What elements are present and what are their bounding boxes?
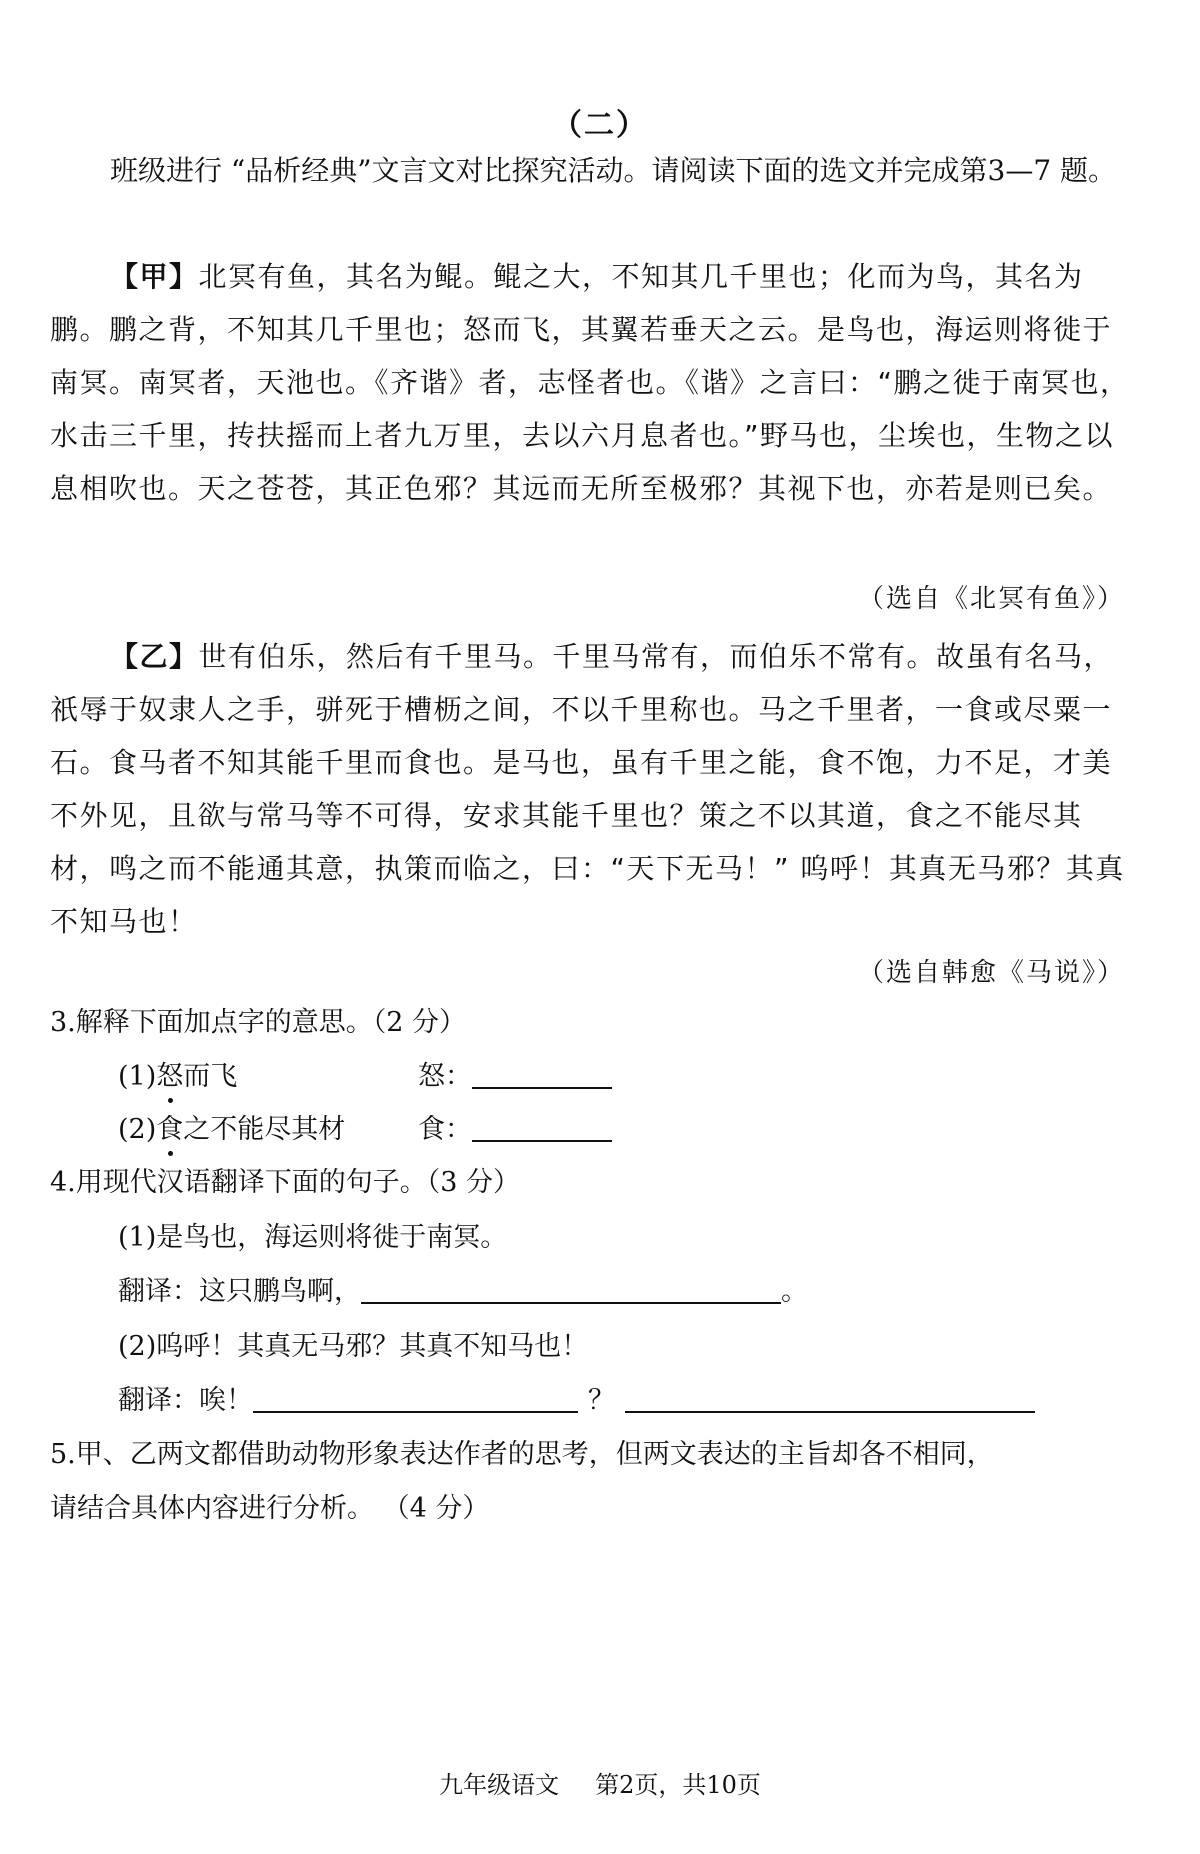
dotted-char: 怒	[156, 1057, 183, 1097]
question-4-stem: 4.用现代汉语翻译下面的句子。（3 分）	[50, 1167, 521, 1198]
footer-page-number: 第2页，共10页	[595, 1771, 761, 1799]
translation-suffix: 。	[781, 1276, 808, 1307]
answer-blank[interactable]	[253, 1381, 578, 1413]
passage-jia-source: （选自《北冥有鱼》）	[857, 584, 1125, 614]
question-4-item-1: (1)是鸟也，海运则将徙于南冥。	[118, 1222, 508, 1253]
passage-jia	[50, 250, 1130, 515]
translation-mid: ？	[588, 1385, 615, 1416]
answer-blank[interactable]	[625, 1381, 1035, 1413]
question-4-item-2: (2)呜呼！其真无马邪？其真不知马也！	[118, 1331, 589, 1362]
question-4-translation-1	[118, 1272, 808, 1312]
question-3-answer-1	[418, 1057, 612, 1097]
question-5-line-2: 请结合具体内容进行分析。 （4 分）	[50, 1493, 490, 1524]
question-5-line-1: 5.甲、乙两文都借助动物形象表达作者的思考，但两文表达的主旨却各不相同，	[50, 1439, 994, 1470]
answer-blank[interactable]	[361, 1272, 781, 1304]
footer-subject: 九年级语文	[439, 1771, 560, 1799]
question-3-item-2	[118, 1110, 345, 1150]
dotted-char: 食	[156, 1110, 183, 1150]
section-title: （二）	[552, 108, 648, 143]
passage-jia-tag: 【甲】	[110, 260, 199, 293]
passage-yi-text: 世有伯乐，然后有千里马。千里马常有，而伯乐不常有。故虽有名马，祇辱于奴隶人之手，骈死于槽枥之间，不以千里称也。马之千里者，一食或尽粟一石。食马者不知其能千里而食也。是马也，虽有千里之能，食不饱，力不足，才美不外见，且欲与常马等不可得，安求其能千里也？策之不以其道，食之不能尽其材，鸣之而不能通其意，执策而临之，曰：“天下无马！” 呜呼！其真无马邪？其真不知马也！	[50, 640, 1125, 938]
passage-yi-source: （选自韩愈《马说》）	[857, 958, 1125, 988]
passage-jia-text: 北冥有鱼，其名为鲲。鲲之大，不知其几千里也；化而为鸟，其名为鹏。鹏之背，不知其几千里也；怒而飞，其翼若垂天之云。是鸟也，海运则将徙于南冥。南冥者，天池也。《齐谐》者，志怪者也。《谐》之言曰：“鹏之徙于南冥也，水击三千里，抟扶摇而上者九万里，去以六月息者也。”野马也，尘埃也，生物之以息相吹也。天之苍苍，其正色邪？其远而无所至极邪？其视下也，亦若是则已矣。	[50, 260, 1130, 505]
question-3-answer-2	[418, 1110, 612, 1150]
question-4-translation-2	[118, 1381, 1035, 1421]
item-number: (1)	[118, 1061, 157, 1092]
translation-label: 翻译：这只鹏鸟啊，	[118, 1276, 361, 1307]
answer-label: 食：	[418, 1114, 472, 1145]
translation-label: 翻译：唉！	[118, 1385, 253, 1416]
question-3-item-1	[118, 1057, 237, 1097]
passage-yi-tag: 【乙】	[110, 640, 199, 673]
intro-paragraph: 班级进行 “品析经典”文言文对比探究活动。请阅读下面的选文并完成第3—7 题。	[110, 154, 1117, 187]
item-text: 而飞	[183, 1061, 238, 1092]
item-text: 之不能尽其材	[183, 1114, 346, 1145]
page-footer	[0, 1765, 1200, 1800]
question-3-stem: 3.解释下面加点字的意思。（2 分）	[50, 1007, 467, 1038]
answer-label: 怒：	[418, 1061, 472, 1092]
answer-blank[interactable]	[472, 1110, 612, 1142]
answer-blank[interactable]	[472, 1057, 612, 1089]
item-number: (2)	[118, 1114, 157, 1145]
passage-yi	[50, 630, 1130, 948]
